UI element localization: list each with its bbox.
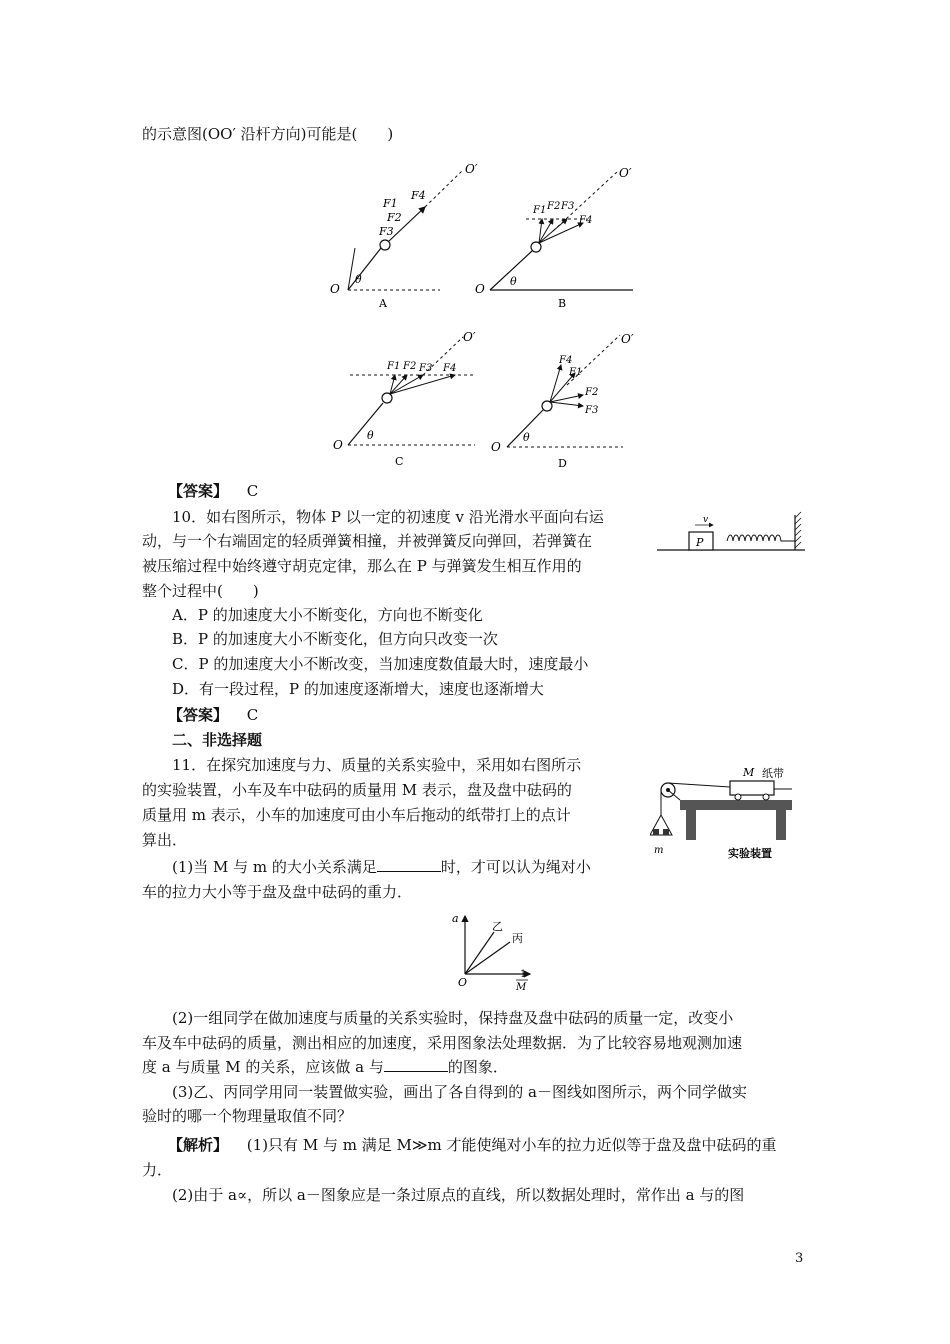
graph-line-bing-label: 丙: [512, 932, 523, 945]
apparatus-caption: 实验装置: [728, 847, 772, 860]
q10-line-3: 被压缩过程中始终遵守胡克定律，那么在 P 与弹簧发生相互作用的: [142, 557, 582, 575]
force-f1-label: F1: [569, 367, 583, 378]
cart-label: M: [743, 766, 755, 779]
figure-d: [491, 332, 634, 470]
answer-value: C: [246, 482, 259, 500]
q10-line-1: 10．如右图所示，物体 P 以一定的初速度 v 沿光滑水平面向右运: [172, 508, 604, 526]
point-o-label: O: [330, 282, 340, 296]
point-o-prime-label: O′: [463, 330, 476, 344]
paper-tape-label: 纸带: [762, 767, 784, 780]
force-f3-label: F3: [379, 225, 394, 238]
section-2-title: 二、非选择题: [172, 731, 263, 749]
hanging-mass-label: m: [654, 845, 664, 856]
force-f1-label: F1: [533, 205, 547, 216]
q10-option-c: C．P 的加速度大小不断改变，当加速度数值最大时，速度最小: [172, 655, 589, 673]
angle-label: θ: [367, 429, 374, 442]
figure-c-label: C: [395, 455, 404, 468]
q10-line-2: 动，与一个右端固定的轻质弹簧相撞，并被弹簧反向弹回，若弹簧在: [142, 532, 593, 550]
graph-origin-label: O: [458, 976, 468, 989]
figure-c: [333, 330, 476, 468]
intro-text: 的示意图(OO′ 沿杆方向)可能是( ): [142, 125, 394, 143]
force-f4-label: F4: [559, 355, 573, 366]
q9-answer: [168, 480, 258, 502]
q10-option-d: D．有一段过程，P 的加速度逐渐增大，速度也逐渐增大: [172, 680, 544, 698]
q11-line-1: 11．在探究加速度与力、质量的关系实验中，采用如右图所示: [172, 756, 582, 774]
figure-b: [475, 166, 633, 310]
q11-part3-line-1: (3)乙、丙同学用同一装置做实验，画出了各自得到的 a－图线如图所示，两个同学做实: [172, 1083, 747, 1101]
point-o-prime-label: O′: [465, 162, 478, 176]
q11-part2-line-3: [142, 1056, 508, 1078]
figure-b-label: B: [558, 297, 567, 310]
q11-part2-text-c: 度 a 与质量 M 的关系，应该做 a 与: [142, 1058, 384, 1076]
graph-y-axis-label: a: [452, 912, 459, 925]
q10-option-a: A．P 的加速度大小不断变化，方向也不断变化: [172, 606, 483, 624]
figure-a: [330, 162, 478, 310]
block-p-label: P: [696, 536, 704, 549]
force-f4-label: F4: [443, 363, 457, 374]
q11-part3-line-2: 验时的哪一个物理量取值不同？: [142, 1107, 353, 1125]
force-f1-label: F1: [383, 197, 398, 210]
q11-line-4: 算出．: [142, 831, 188, 849]
q11-part1-blank[interactable]: [377, 857, 441, 872]
q11-part1-text-b: 时，才可以认为绳对小: [440, 858, 591, 876]
force-f4-label: F4: [411, 189, 426, 202]
page-number: 3: [795, 1251, 804, 1266]
angle-label: θ: [523, 431, 530, 444]
q11-part1-line-2: 车的拉力大小等于盘及盘中砝码的重力．: [142, 883, 413, 901]
force-f2-label: F2: [547, 201, 561, 212]
point-o-label: O: [491, 440, 501, 454]
graph-x-denominator: M: [516, 982, 527, 992]
answer-label: 【答案】: [168, 706, 229, 724]
velocity-label: v: [703, 515, 709, 525]
point-o-prime-label: O′: [621, 332, 634, 346]
angle-label: θ: [355, 273, 362, 286]
q11-part2-blank[interactable]: [384, 1057, 448, 1072]
figure-d-label: D: [558, 457, 567, 470]
q11-apparatus-figure: [650, 765, 800, 865]
force-f3-label: F3: [561, 201, 575, 212]
analysis-line-3: (2)由于 a∝，所以 a－图象应是一条过原点的直线，所以数据处理时，常作出 a 与的图: [172, 1186, 745, 1204]
graph-x-numerator: 1: [520, 969, 527, 980]
q11-graph: [450, 910, 550, 992]
figure-a-label: A: [379, 297, 387, 310]
point-o-label: O: [333, 438, 343, 452]
q11-part2-text-d: 的图象．: [447, 1058, 508, 1076]
force-f2-label: F2: [387, 211, 402, 224]
q10-option-b: B．P 的加速度大小不断变化，但方向只改变一次: [172, 630, 498, 648]
answer-label: 【答案】: [168, 482, 229, 500]
force-f4-label: F4: [579, 215, 593, 226]
q10-line-4: 整个过程中( ): [142, 582, 259, 600]
analysis-label: 【解析】: [168, 1136, 229, 1154]
analysis-line-2: 力．: [142, 1161, 173, 1179]
graph-line-yi-label: 乙: [492, 920, 503, 933]
analysis-text-1: (1)只有 M 与 m 满足 M≫m 才能使绳对小车的拉力近似等于盘及盘中砝码的重: [246, 1136, 777, 1154]
q11-part2-line-1: (2)一组同学在做加速度与质量的关系实验时，保持盘及盘中砝码的质量一定，改变小: [172, 1009, 734, 1027]
analysis-line-1: [168, 1134, 777, 1156]
force-f2-label: F2: [403, 361, 417, 372]
q11-part1-line-1: [172, 856, 591, 878]
q11-part2-line-2: 车及车中砝码的质量，测出相应的加速度，采用图象法处理数据．为了比较容易地观测加速: [142, 1034, 743, 1052]
point-o-label: O: [475, 282, 485, 296]
q10-answer: [168, 704, 258, 726]
point-o-prime-label: O′: [619, 166, 632, 180]
force-f1-label: F1: [387, 361, 401, 372]
force-f2-label: F2: [585, 387, 599, 398]
answer-value: C: [246, 706, 259, 724]
q10-spring-figure: [655, 510, 810, 555]
angle-label: θ: [510, 275, 517, 288]
q11-line-3: 质量用 m 表示，小车的加速度可由小车后拖动的纸带打上的点计: [142, 806, 571, 824]
q11-part1-text-a: (1)当 M 与 m 的大小关系满足: [172, 858, 377, 876]
force-f3-label: F3: [585, 405, 599, 416]
q11-line-2: 的实验装置，小车及车中砝码的质量用 M 表示，盘及盘中砝码的: [142, 781, 572, 799]
q9-figures: [315, 155, 835, 505]
force-f3-label: F3: [419, 363, 433, 374]
